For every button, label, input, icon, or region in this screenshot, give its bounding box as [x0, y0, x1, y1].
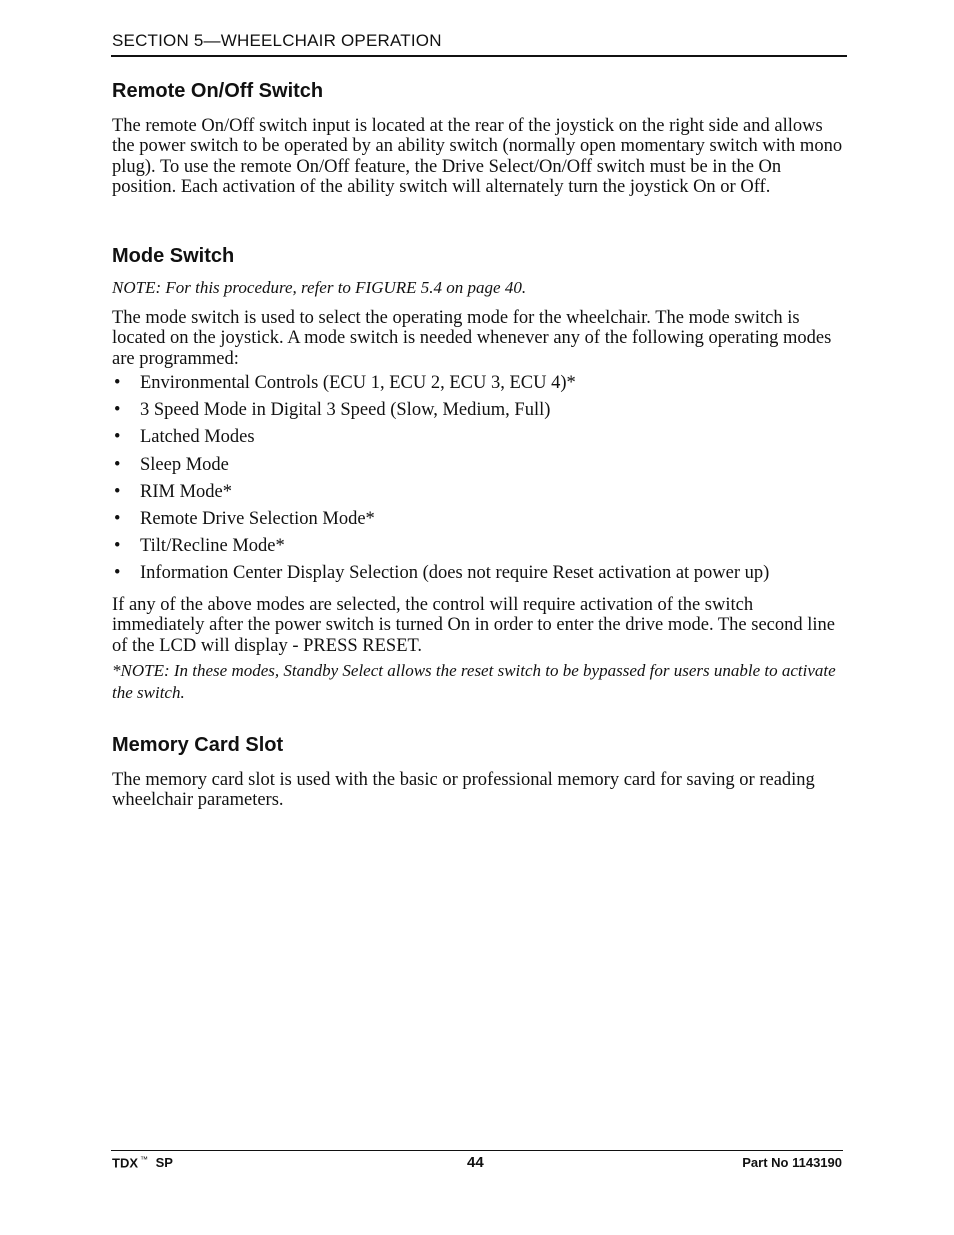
footer-product [112, 1155, 173, 1170]
bullet-symbol: • [114, 508, 121, 529]
list-item [112, 427, 852, 454]
list-item-text: Tilt/Recline Mode* [140, 536, 285, 557]
trademark-symbol: ™ [140, 1155, 148, 1164]
bullet-symbol: • [114, 536, 121, 557]
list-item-text: RIM Mode* [140, 481, 232, 502]
bullet-symbol: • [114, 373, 121, 393]
list-item-text: Latched Modes [140, 427, 255, 448]
remote-switch-paragraph: The remote On/Off switch input is located at the rear of the joystick on the right side and allows the power switch to be operated by an ability switch (normally open momentary switch with mono plug). To use the remote On/Off feature, the Drive Select/On/Off switch must be in the On position. Each activation of the ability switch will alternately turn the joystick On or Off. [112, 116, 843, 198]
header-divider [111, 55, 847, 57]
product-model: SP [155, 1155, 173, 1171]
list-item [112, 563, 852, 590]
list-item-text: 3 Speed Mode in Digital 3 Speed (Slow, Medium, Full) [140, 400, 551, 421]
list-item [112, 536, 852, 563]
bullet-symbol: • [114, 400, 121, 421]
memory-card-paragraph: The memory card slot is used with the basic or professional memory card for saving or reading wheelchair parameters. [112, 770, 815, 811]
list-item-text: Remote Drive Selection Mode* [140, 508, 375, 529]
standby-select-footnote: *NOTE: In these modes, Standby Select allows the reset switch to be bypassed for users unable to activate the switch. [112, 661, 836, 702]
heading-memory-card-slot: Memory Card Slot [112, 734, 284, 756]
mode-switch-note: NOTE: For this procedure, refer to FIGURE 5.4 on page 40. [112, 278, 527, 297]
list-item [112, 373, 852, 400]
mode-switch-paragraph: The mode switch is used to select the operating mode for the wheelchair. The mode switch is located on the joystick. A mode switch is needed whenever any of the following operating modes are programmed: [112, 308, 832, 369]
list-item-text: Sleep Mode [140, 454, 229, 475]
bullet-symbol: • [114, 427, 121, 448]
product-name: TDX [112, 1155, 138, 1171]
operating-modes-list [112, 373, 852, 591]
list-item-text: Information Center Display Selection (does not require Reset activation at power up) [140, 563, 770, 584]
bullet-symbol: • [114, 454, 121, 475]
list-item [112, 509, 852, 536]
list-item [112, 482, 852, 509]
footer-divider [111, 1150, 843, 1151]
heading-remote-on-off-switch: Remote On/Off Switch [112, 80, 324, 102]
list-item [112, 455, 852, 482]
list-item [112, 400, 852, 427]
list-item-text: Environmental Controls (ECU 1, ECU 2, ECU 3, ECU 4)* [140, 373, 576, 393]
page-number: 44 [467, 1154, 484, 1171]
heading-mode-switch: Mode Switch [112, 245, 235, 267]
section-header: SECTION 5—WHEELCHAIR OPERATION [112, 31, 442, 50]
bullet-symbol: • [114, 563, 121, 584]
mode-selection-paragraph: If any of the above modes are selected, the control will require activation of the switch immediately after the power switch is turned On in order to enter the drive mode. The second line of the LCD will display - PRESS RESET. [112, 595, 835, 656]
bullet-symbol: • [114, 481, 121, 502]
part-number: Part No 1143190 [742, 1155, 842, 1170]
